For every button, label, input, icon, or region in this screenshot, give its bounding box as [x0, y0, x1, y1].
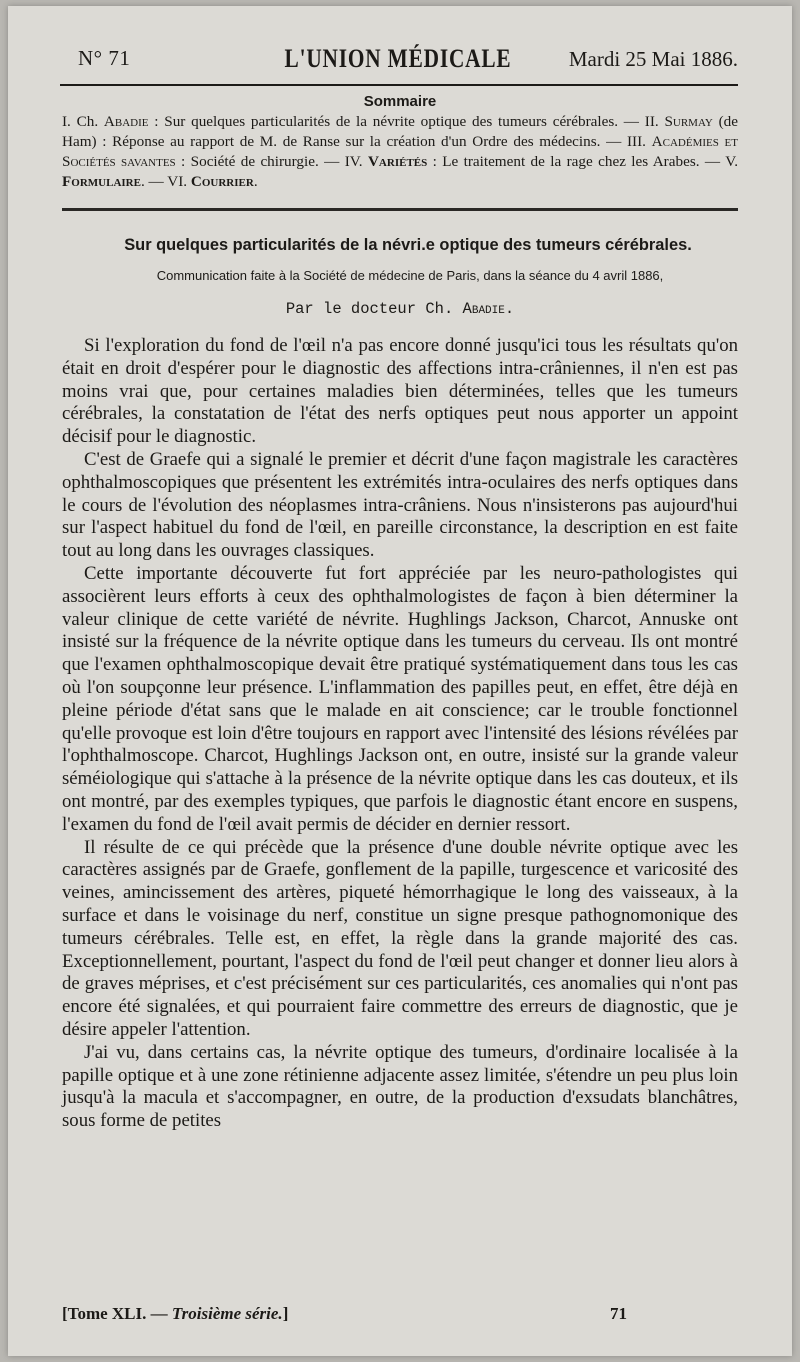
article-body	[62, 335, 738, 1133]
page-number: 71	[610, 1304, 627, 1323]
journal-title: L'UNION MÉDICALE	[284, 44, 512, 73]
sommaire-rule	[62, 208, 738, 211]
page-header	[78, 44, 738, 76]
communication-note: Communication faite à la Société de médecine de Paris, dans la séance du 4 avril 1886,	[156, 268, 664, 283]
paragraph: Cette importante découverte fut fort appréciée par les neuro-pathologistes qui associèrent leurs efforts à ceux des ophthalmologistes de façon à bien déterminer la valeur clinique de cette variété de névrite. Hughlings Jackson, Charcot, Annuske ont insisté sur la fréquence de la névrite optique dans les tumeurs du cerveau. Ils ont montré que l'examen ophthalmoscopique devait être pratiqué systématiquement dans tous les cas où l'on soupçonne leur présence. L'inflammation des papilles peut, en effet, être déjà en pleine période d'état sans que le malade en ait conscience; car le trouble fonctionnel qu'elle provoque est loin d'être toujours en rapport avec l'intensité des lésions révélées par l'ophthalmoscope. Charcot, Hughlings Jackson ont, en outre, insisté sur la grande valeur séméiologique qui s'attache à la présence de la névrite optique dans les cas douteux, et ils ont montré, par des exemples typiques, que parfois le diagnostic étant encore en suspens, l'examen du fond de l'œil avait permis de décider en dernier ressort.	[62, 562, 738, 835]
paragraph: J'ai vu, dans certains cas, la névrite optique des tumeurs, d'ordinaire localisée à la papille optique et à une zone rétinienne adjacente assez limitée, s'étendre un peu plus loin jusqu'à la macula et s'accompagner, en outre, de la production d'exsudats blanchâtres, sous forme de petites	[62, 1041, 738, 1132]
tome-label: [Tome XLI. — Troisième série.]	[62, 1304, 289, 1323]
paragraph: Si l'exploration du fond de l'œil n'a pas encore donné jusqu'ici tous les résultats qu'on était en droit d'espérer pour le diagnostic des affections intra-crâniennes, il n'en est pas moins vrai que, pour certaines maladies bien déterminées, telles que les tumeurs cérébrales, la constatation de l'état des nerfs optiques peut nous apporter un appoint décisif pour le diagnostic.	[62, 335, 738, 448]
paragraph: Il résulte de ce qui précède que la présence d'une double névrite optique avec les caractères assignés par de Graefe, gonflement de la papille, turgescence et varicosité des veines, amincissement des artères, piqueté hémorrhagique le long des vaisseaux, à la surface et dans le voisinage du nerf, constitue un signe presque pathognomonique des tumeurs cérébrales. Telle est, en effet, la règle dans la grande majorité des cas. Exceptionnellement, pourtant, l'aspect du fond de l'œil peut changer et donner lieu alors à de graves méprises, et c'est précisément sur ces particularités, ces anomalies qui n'ont pas encore été signalées, et qui pourraient faire commettre des erreurs de diagnostic, que je désire appeler l'attention.	[62, 836, 738, 1040]
sommaire-title: Sommaire	[363, 93, 437, 110]
issue-date: Mardi 25 Mai 1886.	[568, 47, 738, 71]
sommaire-text: I. Ch. Abadie : Sur quelques particularités de la névrite optique des tumeurs cérébrales. — II. Surmay (de Ham) : Réponse au rapport de M. de Ranse sur la création d'un Ordre des médecins. — III. Académies et Sociétés savantes : Société de chirurgie. — IV. Variétés : Le traitement de la rage chez les Arabes. — V. Formulaire. — VI. Courrier.	[62, 113, 739, 190]
paragraph: C'est de Graefe qui a signalé le premier et décrit d'une façon magistrale les caractères ophthalmoscopiques que présentent les extrémités intra-oculaires des nerfs optiques dans le cours de l'évolution des néoplasmes intra-crâniens. Nous n'insisterons pas aujourd'hui sur l'aspect habituel du fond de l'œil, en pareille circonstance, la description en est faite tout au long dans les ouvrages classiques.	[62, 448, 738, 562]
issue-number: N° 71	[78, 46, 131, 70]
author-line: Par le docteur Ch. Abadie.	[285, 300, 515, 318]
header-rule	[60, 84, 738, 86]
article-title: Sur quelques particularités de la névri.e optique des tumeurs cérébrales.	[124, 236, 692, 254]
